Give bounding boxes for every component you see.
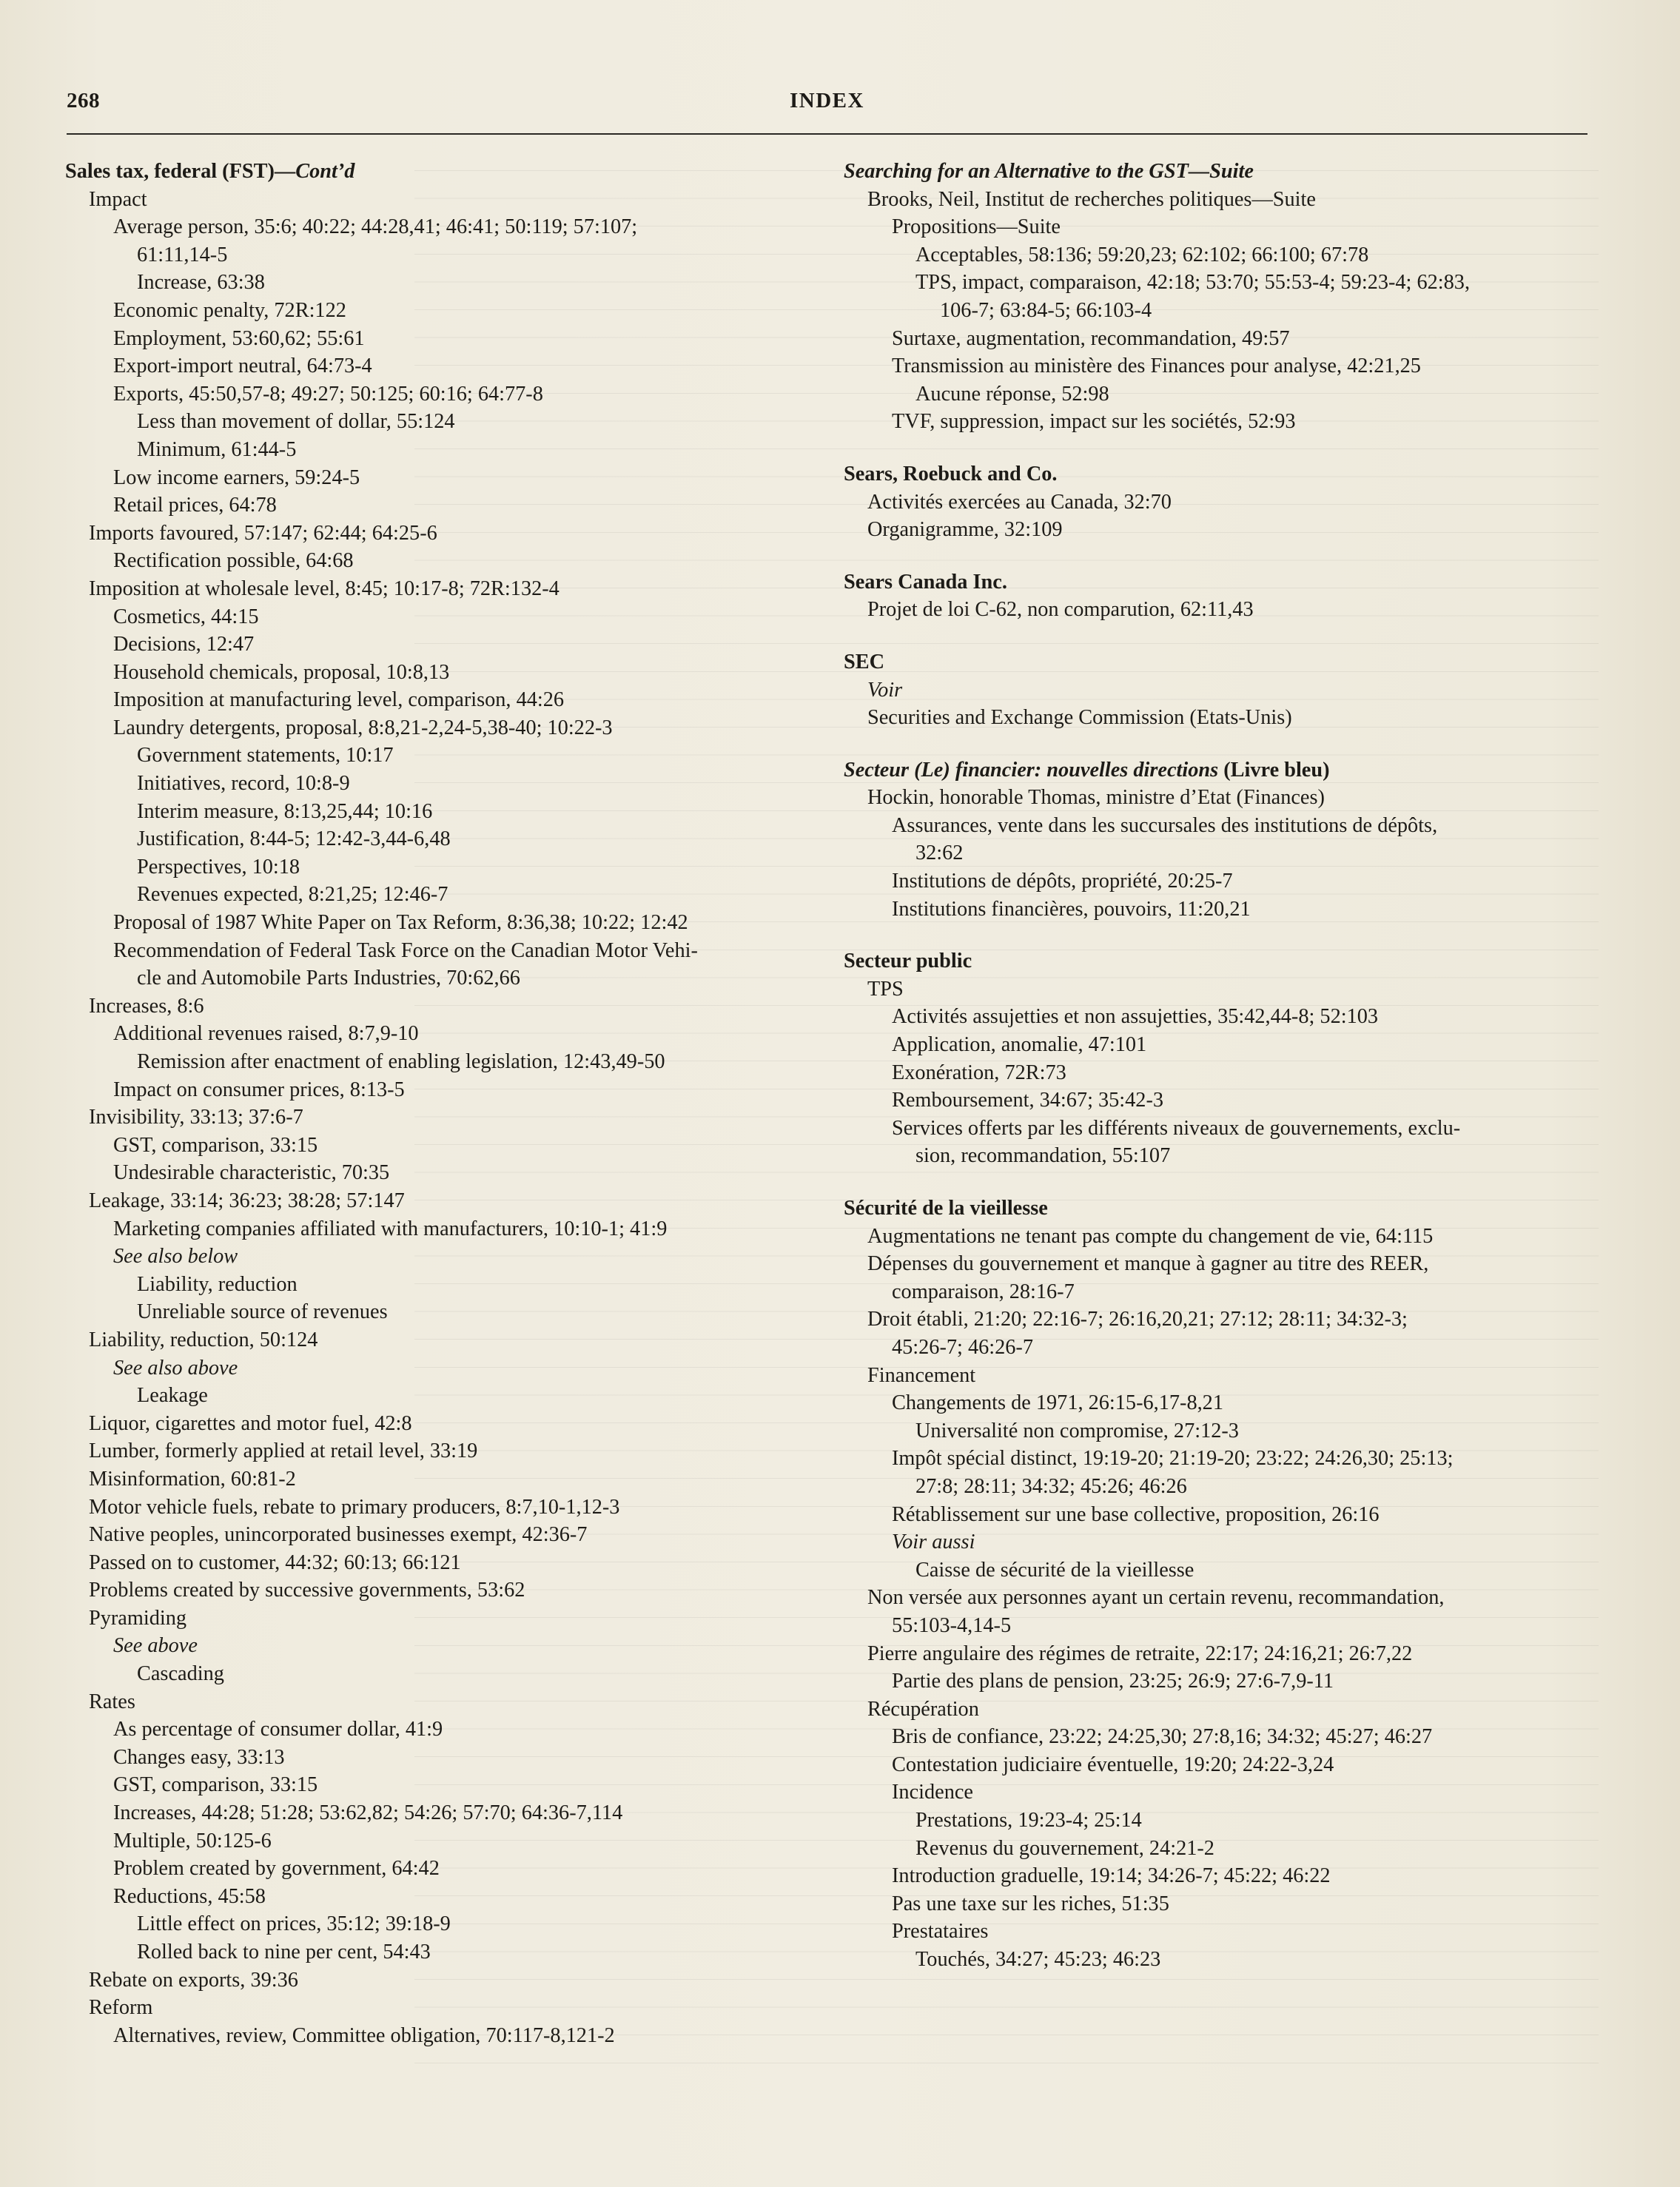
index-line: Employment, 53:60,62; 55:61	[113, 326, 365, 350]
cross-reference: Voir aussi	[892, 1531, 975, 1554]
index-line: Native peoples, unincorporated businesses exempt, 42:36-7	[89, 1523, 588, 1547]
index-line: Touchés, 34:27; 45:23; 46:23	[915, 1948, 1161, 1972]
index-line: 32:62	[915, 841, 964, 865]
index-line: Little effect on prices, 35:12; 39:18-9	[137, 1912, 451, 1936]
entry-heading: Sears, Roebuck and Co.	[844, 462, 1058, 486]
index-line: Bris de confiance, 23:22; 24:25,30; 27:8,16; 34:32; 45:27; 46:27	[892, 1725, 1433, 1749]
index-line: Recommendation of Federal Task Force on the Canadian Motor Vehi-	[113, 938, 698, 962]
index-line: Contestation judiciaire éventuelle, 19:20; 24:22-3,24	[892, 1753, 1334, 1776]
index-line: Leakage	[137, 1384, 208, 1408]
index-line: Organigramme, 32:109	[867, 518, 1063, 542]
index-line: Reductions, 45:58	[113, 1884, 266, 1908]
index-line: Export-import neutral, 64:73-4	[113, 355, 372, 378]
cross-reference: See also above	[113, 1356, 238, 1380]
entry-gap	[844, 923, 1584, 947]
cross-reference: See above	[113, 1634, 198, 1658]
index-line: Retail prices, 64:78	[113, 494, 277, 517]
index-line: Revenues expected, 8:21,25; 12:46-7	[137, 883, 448, 907]
index-line: Liquor, cigarettes and motor fuel, 42:8	[89, 1411, 412, 1435]
index-line: Marketing companies affiliated with manufacturers, 10:10-1; 41:9	[113, 1217, 668, 1240]
index-line: Perspectives, 10:18	[137, 855, 300, 879]
entry-gap	[844, 544, 1584, 568]
index-line: 106-7; 63:84-5; 66:103-4	[940, 298, 1152, 322]
cross-reference: See also below	[113, 1245, 238, 1269]
index-line: Aucune réponse, 52:98	[915, 382, 1109, 406]
index-line: Revenus du gouvernement, 24:21-2	[915, 1836, 1214, 1860]
index-line: Impact	[89, 187, 147, 211]
index-line: Rebate on exports, 39:36	[89, 1968, 298, 1992]
index-line: Changes easy, 33:13	[113, 1745, 285, 1769]
entry-gap	[844, 436, 1584, 460]
index-line: Reform	[89, 1996, 153, 2020]
index-line: Initiatives, record, 10:8-9	[137, 772, 350, 796]
cross-reference: Voir	[867, 678, 903, 702]
index-line: Undesirable characteristic, 70:35	[113, 1161, 390, 1185]
index-line: Dépenses du gouvernement et manque à gagner au titre des REER,	[867, 1252, 1429, 1276]
index-line: Impôt spécial distinct, 19:19-20; 21:19-20; 23:22; 24:26,30; 25:13;	[892, 1447, 1454, 1471]
index-line: Activités exercées au Canada, 32:70	[867, 490, 1172, 514]
index-line: Securities and Exchange Commission (Etats-Unis)	[867, 706, 1292, 730]
index-line: Cosmetics, 44:15	[113, 605, 259, 628]
index-line: GST, comparison, 33:15	[113, 1133, 318, 1157]
index-line: 27:8; 28:11; 34:32; 45:26; 46:26	[915, 1474, 1187, 1498]
index-line: Rétablissement sur une base collective, proposition, 26:16	[892, 1502, 1380, 1526]
index-line: Increases, 44:28; 51:28; 53:62,82; 54:26; 57:70; 64:36-7,114	[113, 1801, 623, 1825]
index-line: Additional revenues raised, 8:7,9-10	[113, 1022, 419, 1046]
index-line: Introduction graduelle, 19:14; 34:26-7; 45:22; 46:22	[892, 1864, 1331, 1888]
index-line: Remboursement, 34:67; 35:42-3	[892, 1089, 1164, 1112]
index-line: Minimum, 61:44-5	[137, 437, 297, 461]
index-line: Incidence	[892, 1781, 973, 1804]
index-line: Increase, 63:38	[137, 271, 265, 295]
index-line: Surtaxe, augmentation, recommandation, 49:57	[892, 326, 1290, 350]
index-line: Passed on to customer, 44:32; 60:13; 66:121	[89, 1551, 461, 1574]
entry-heading: Secteur (Le) financier: nouvelles directions (Livre bleu)	[844, 758, 1330, 782]
page-number: 268	[67, 89, 100, 112]
index-line: Unreliable source of revenues	[137, 1300, 388, 1324]
index-line: Assurances, vente dans les succursales des institutions de dépôts,	[892, 813, 1438, 837]
index-line: Pyramiding	[89, 1606, 187, 1630]
index-line: Services offerts par les différents niveaux de gouvernements, exclu-	[892, 1116, 1461, 1140]
index-line: Rectification possible, 64:68	[113, 549, 354, 573]
index-line: Household chemicals, proposal, 10:8,13	[113, 660, 450, 684]
entry-gap	[844, 624, 1584, 648]
index-line: Imposition at wholesale level, 8:45; 10:17-8; 72R:132-4	[89, 577, 560, 600]
index-line: Récupération	[867, 1697, 979, 1721]
index-line: Imposition at manufacturing level, comparison, 44:26	[113, 688, 565, 712]
index-line: Low income earners, 59:24-5	[113, 466, 360, 489]
index-line: Problems created by successive governments, 53:62	[89, 1579, 525, 1602]
entry-heading: Searching for an Alternative to the GST—Suite	[844, 160, 1254, 183]
index-line: Financement	[867, 1363, 976, 1387]
index-line: cle and Automobile Parts Industries, 70:62,66	[137, 967, 520, 990]
index-line: Brooks, Neil, Institut de recherches politiques—Suite	[867, 187, 1316, 211]
index-line: Justification, 8:44-5; 12:42-3,44-6,48	[137, 827, 451, 851]
index-line: Interim measure, 8:13,25,44; 10:16	[137, 799, 433, 823]
index-line: Average person, 35:6; 40:22; 44:28,41; 46:41; 50:119; 57:107;	[113, 215, 638, 239]
index-line: Problem created by government, 64:42	[113, 1857, 440, 1881]
entry-heading: Sécurité de la vieillesse	[844, 1197, 1048, 1220]
index-line: TPS	[867, 977, 904, 1001]
index-line: TPS, impact, comparaison, 42:18; 53:70; 55:53-4; 59:23-4; 62:83,	[915, 271, 1471, 295]
index-line: Transmission au ministère des Finances pour analyse, 42:21,25	[892, 355, 1421, 378]
index-line: Laundry detergents, proposal, 8:8,21-2,24-5,38-40; 10:22-3	[113, 716, 613, 739]
index-line: Institutions financières, pouvoirs, 11:20,21	[892, 897, 1251, 921]
entry-heading: Sears Canada Inc.	[844, 570, 1007, 594]
index-line: Impact on consumer prices, 8:13-5	[113, 1078, 405, 1101]
index-line: Projet de loi C-62, non comparution, 62:11,43	[867, 598, 1254, 622]
index-line: Prestations, 19:23-4; 25:14	[915, 1809, 1142, 1832]
index-line: Rates	[89, 1690, 135, 1713]
index-line: Changements de 1971, 26:15-6,17-8,21	[892, 1391, 1223, 1415]
index-line: Universalité non compromise, 27:12-3	[915, 1419, 1239, 1442]
index-line: As percentage of consumer dollar, 41:9	[113, 1718, 443, 1741]
index-line: Acceptables, 58:136; 59:20,23; 62:102; 66:100; 67:78	[915, 243, 1369, 266]
index-line: Institutions de dépôts, propriété, 20:25-7	[892, 870, 1233, 893]
index-line: Propositions—Suite	[892, 215, 1061, 239]
index-line: Activités assujetties et non assujetties, 35:42,44-8; 52:103	[892, 1005, 1379, 1029]
entry-gap	[844, 1170, 1584, 1195]
entry-heading: Secteur public	[844, 950, 972, 973]
index-line: Leakage, 33:14; 36:23; 38:28; 57:147	[89, 1189, 405, 1212]
entry-heading: Sales tax, federal (FST)—Cont’d	[65, 160, 355, 183]
index-line: comparaison, 28:16-7	[892, 1280, 1075, 1303]
index-line: Alternatives, review, Committee obligation, 70:117-8,121-2	[113, 2023, 615, 2047]
entry-heading: SEC	[844, 650, 885, 673]
index-line: Droit établi, 21:20; 22:16-7; 26:16,20,21; 27:12; 28:11; 34:32-3;	[867, 1308, 1408, 1331]
index-line: Pas une taxe sur les riches, 51:35	[892, 1892, 1169, 1915]
index-line: 61:11,14-5	[137, 243, 228, 266]
index-line: 55:103-4,14-5	[892, 1613, 1012, 1637]
index-line: Partie des plans de pension, 23:25; 26:9; 27:6-7,9-11	[892, 1670, 1334, 1693]
index-line: Hockin, honorable Thomas, ministre d’Etat (Finances)	[867, 786, 1325, 810]
index-line: Economic penalty, 72R:122	[113, 298, 346, 322]
index-line: Proposal of 1987 White Paper on Tax Reform, 8:36,38; 10:22; 12:42	[113, 911, 688, 935]
running-head: INDEX	[790, 89, 864, 112]
index-line: Less than movement of dollar, 55:124	[137, 410, 455, 434]
index-line: Motor vehicle fuels, rebate to primary producers, 8:7,10-1,12-3	[89, 1495, 620, 1519]
index-line: Rolled back to nine per cent, 54:43	[137, 1941, 431, 1963]
index-line: Liability, reduction, 50:124	[89, 1328, 318, 1351]
index-line: 45:26-7; 46:26-7	[892, 1335, 1033, 1359]
index-line: Misinformation, 60:81-2	[89, 1467, 296, 1491]
page-header	[67, 89, 1587, 135]
left-column	[65, 158, 813, 2049]
index-line: TVF, suppression, impact sur les sociétés, 52:93	[892, 410, 1296, 434]
index-line: Government statements, 10:17	[137, 744, 394, 767]
index-line: Prestataires	[892, 1920, 989, 1944]
index-line: Cascading	[137, 1662, 224, 1686]
index-line: Exports, 45:50,57-8; 49:27; 50:125; 60:16; 64:77-8	[113, 382, 543, 406]
index-line: sion, recommandation, 55:107	[915, 1144, 1171, 1168]
index-line: Remission after enactment of enabling legislation, 12:43,49-50	[137, 1050, 665, 1073]
index-line: Multiple, 50:125-6	[113, 1829, 272, 1852]
index-line: Lumber, formerly applied at retail level, 33:19	[89, 1439, 478, 1463]
entry-gap	[844, 732, 1584, 756]
index-line: Caisse de sécurité de la vieillesse	[915, 1558, 1195, 1582]
index-line: Application, anomalie, 47:101	[892, 1033, 1147, 1057]
index-line: Imports favoured, 57:147; 62:44; 64:25-6	[89, 521, 437, 545]
right-column	[844, 158, 1584, 1974]
index-line: Non versée aux personnes ayant un certain revenu, recommandation,	[867, 1586, 1445, 1610]
index-line: Liability, reduction	[137, 1272, 298, 1296]
index-line: Decisions, 12:47	[113, 633, 255, 656]
index-line: Pierre angulaire des régimes de retraite, 22:17; 24:16,21; 26:7,22	[867, 1642, 1413, 1665]
index-line: GST, comparison, 33:15	[113, 1773, 318, 1797]
index-line: Exonération, 72R:73	[892, 1061, 1066, 1084]
index-line: Augmentations ne tenant pas compte du changement de vie, 64:115	[867, 1224, 1434, 1248]
index-line: Increases, 8:6	[89, 994, 204, 1018]
index-line: Invisibility, 33:13; 37:6-7	[89, 1106, 303, 1129]
